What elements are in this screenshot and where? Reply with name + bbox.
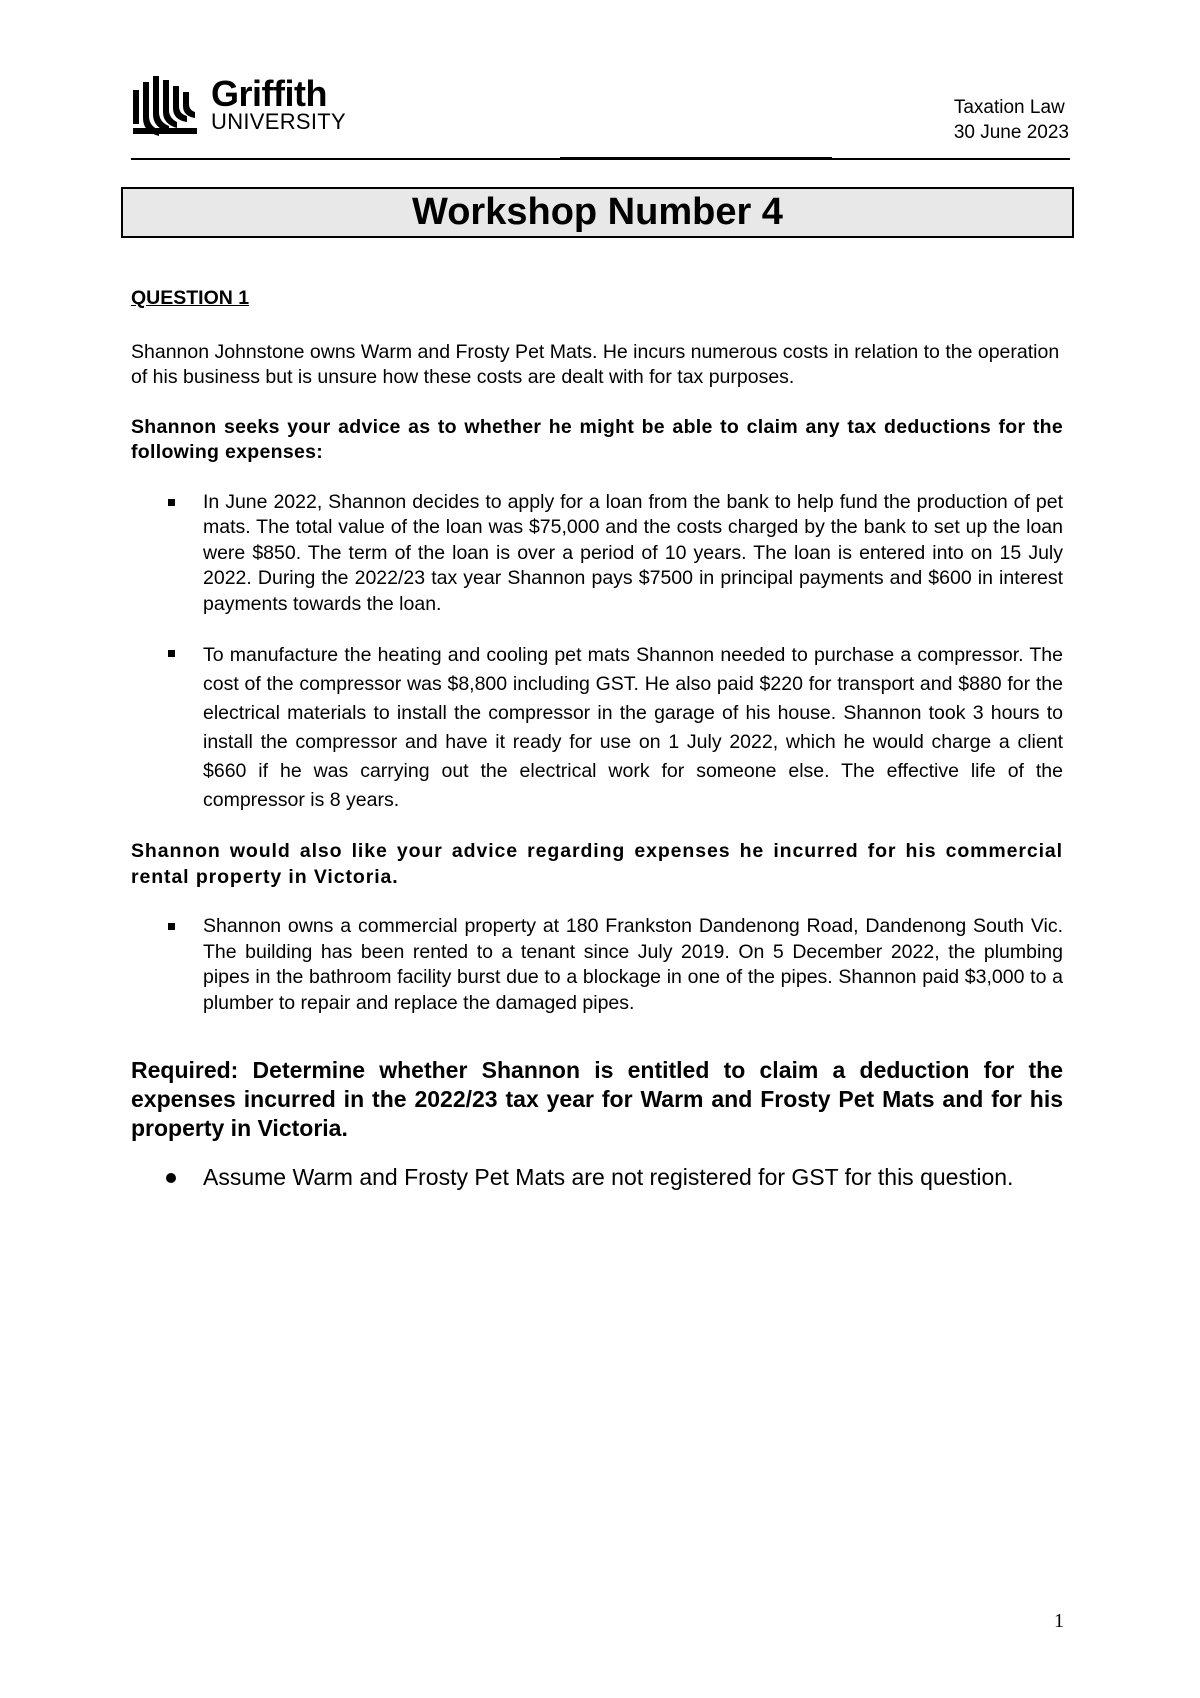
logo-emblem-icon (131, 76, 209, 136)
list-item (131, 641, 1063, 815)
question-heading: QUESTION 1 (131, 287, 250, 309)
list-item-text: In June 2022, Shannon decides to apply for a loan from the bank to help fund the production of pet mats. The total value of the loan was $75,000 and the costs charged by the bank to set up the loan were $850. The term of the loan is over a period of 10 years. The loan is entered into on 15 July 2022. During the 2022/23 tax year Shannon pays $7500 in principal payments and $600 in interest payments towards the loan. (203, 490, 1063, 615)
question-section (131, 286, 1063, 1192)
required-task: Required: Determine whether Shannon is entitled to claim a deduction for the expenses incurred in the 2022/23 tax year for Warm and Frosty Pet Mats and for his property in Victoria. (131, 1057, 1063, 1141)
question-intro: Shannon Johnstone owns Warm and Frosty Pet Mats. He incurs numerous costs in relation to the operation of his business but is unsure how these costs are dealt with for tax purposes. (131, 340, 1060, 388)
assumption-list (131, 1163, 1063, 1192)
list-item-text: Shannon owns a commercial property at 180 Frankston Dandenong Road, Dandenong South Vic. The building has been rented to a tenant since July 2019. On 5 December 2022, the plumbing pipes in the bathroom facility burst due to a blockage in one of the pipes. Shannon paid $3,000 to a plumber to repair and replace the damaged pipes. (203, 915, 1063, 1014)
property-expense-list (131, 914, 1063, 1016)
page-number: 1 (1054, 1610, 1064, 1632)
course-name: Taxation Law (953, 97, 1065, 118)
page-title: Workshop Number 4 (121, 187, 1074, 238)
square-bullet-icon (168, 499, 175, 506)
header-divider-accent (560, 157, 832, 160)
list-item (131, 490, 1063, 618)
expense-list (131, 490, 1063, 816)
university-logo (131, 73, 361, 136)
list-item-text: To manufacture the heating and cooling pet mats Shannon needed to purchase a compressor. The cost of the compressor was $8,800 including GST. He also paid $220 for transport and $880 for the electrical materials to install the compressor in the garage of his house. Shannon took 3 hours to install the compressor and have it ready for use on 1 July 2022, which he would charge a client $660 if he was carrying out the electrical work for someone else. The effective life of the compressor is 8 years. (203, 644, 1063, 811)
property-advice-request: Shannon would also like your advice regarding expenses he incurred for his commercial rental property in Victoria. (131, 840, 1063, 888)
logo-wordmark: Griffith (211, 73, 327, 114)
header-info (954, 95, 1069, 145)
round-bullet-icon (166, 1173, 176, 1183)
advice-request: Shannon seeks your advice as to whether he might be able to claim any tax deductions for the following expenses: (131, 415, 1063, 463)
logo-subtitle: UNIVERSITY (211, 109, 347, 134)
square-bullet-icon (168, 923, 175, 930)
document-date: 30 June 2023 (953, 122, 1069, 143)
square-bullet-icon (168, 650, 175, 657)
list-item (131, 914, 1063, 1016)
list-item (131, 1163, 1063, 1192)
list-item-text: Assume Warm and Frosty Pet Mats are not registered for GST for this question. (203, 1164, 1014, 1190)
